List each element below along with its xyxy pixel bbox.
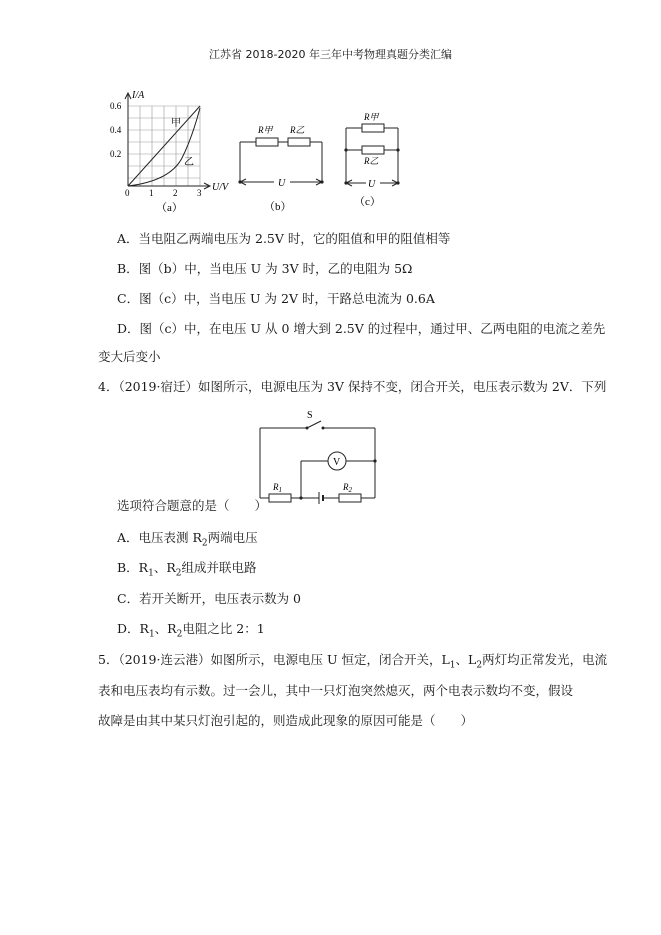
label-r1: R bbox=[273, 482, 279, 492]
q5-line2: 表和电压表均有示数。过一会儿，其中一只灯泡突然熄灭，两个电表示数均不变，假设 bbox=[98, 683, 574, 698]
label-r2: R bbox=[343, 482, 349, 492]
iu-graph bbox=[110, 86, 240, 214]
circuit-b bbox=[234, 118, 329, 213]
q4-option-c: C．若开关断开，电压表示数为 0 bbox=[117, 591, 301, 606]
figure-caption-a: （a） bbox=[156, 202, 183, 214]
q5-line1: 5．（2019·连云港）如图所示，电源电压 U 恒定，闭合开关，$L_1$、$L_2$两灯均正常发光，电流 bbox=[98, 652, 608, 671]
label-u: U bbox=[278, 178, 286, 189]
q3-option-d-line1: D．图（c）中，在电压 U 从 0 增大到 2.5V 的过程中，通过甲、乙两电阻的电流之差先 bbox=[117, 321, 606, 336]
x-tick: 0 bbox=[125, 188, 130, 198]
figure-caption-c: （c） bbox=[354, 196, 381, 208]
q3-option-c: C．图（c）中，当电压 U 为 2V 时，干路总电流为 0.6A bbox=[117, 291, 435, 306]
q4-stem-cont: 选项符合题意的是（ ） bbox=[117, 498, 268, 513]
label-voltmeter: V bbox=[333, 457, 341, 468]
resistor-r2 bbox=[339, 494, 361, 502]
circuit-c bbox=[340, 108, 410, 208]
label-r2-sub: 2 bbox=[348, 486, 352, 494]
label-r1-sub: 1 bbox=[278, 486, 282, 494]
svg-text:R2 bbox=[342, 482, 353, 494]
q3-option-b: B．图（b）中，当电压 U 为 3V 时，乙的电阻为 5Ω bbox=[117, 261, 413, 276]
x-axis-label: U/V bbox=[212, 182, 229, 193]
q5-line3: 故障是由其中某只灯泡引起的，则造成此现象的原因可能是（ ） bbox=[98, 713, 474, 728]
switch-blade bbox=[307, 421, 321, 428]
label-switch: S bbox=[307, 410, 313, 421]
svg-text:R1 bbox=[272, 482, 282, 494]
q4-option-b: B．$R_1$、$R_2$组成并联电路 bbox=[117, 560, 257, 579]
resistor-yi bbox=[288, 138, 310, 146]
y-tick: 0.2 bbox=[110, 149, 122, 159]
label-r-yi: R乙 bbox=[364, 156, 379, 166]
q4-option-a: A．电压表测 $R_2$两端电压 bbox=[117, 530, 258, 549]
label-u: U bbox=[368, 179, 376, 190]
series-label-yi: 乙 bbox=[184, 157, 194, 168]
label-r-yi: R乙 bbox=[290, 125, 305, 135]
y-axis-label: I/A bbox=[132, 90, 145, 101]
circuit-q4 bbox=[255, 408, 380, 508]
q3-option-d-line2: 变大后变小 bbox=[98, 349, 161, 364]
x-tick: 3 bbox=[197, 188, 202, 198]
series-label-jia: 甲 bbox=[171, 118, 181, 129]
q3-option-a: A．当电阻乙两端电压为 2.5V 时，它的阻值和甲的阻值相等 bbox=[117, 231, 451, 246]
y-tick: 0.4 bbox=[110, 125, 122, 135]
page-header: 江苏省 2018-2020 年三年中考物理真题分类汇编 bbox=[209, 48, 452, 61]
resistor-jia bbox=[256, 138, 278, 146]
resistor-jia bbox=[362, 124, 384, 132]
q4-option-d: D．$R_1$、$R_2$电阻之比 2：1 bbox=[117, 621, 265, 640]
q4-stem: 4．（2019·宿迁）如图所示，电源电压为 3V 保持不变，闭合开关，电压表示数为 2V．下列 bbox=[98, 379, 607, 394]
figure-caption-b: （b） bbox=[264, 201, 292, 213]
x-tick: 2 bbox=[173, 188, 178, 198]
label-r-jia: R甲 bbox=[364, 112, 379, 122]
resistor-yi bbox=[362, 146, 384, 154]
label-r-jia: R甲 bbox=[258, 125, 273, 135]
y-tick: 0.6 bbox=[110, 101, 122, 111]
x-tick: 1 bbox=[149, 188, 154, 198]
resistor-r1 bbox=[269, 494, 291, 502]
